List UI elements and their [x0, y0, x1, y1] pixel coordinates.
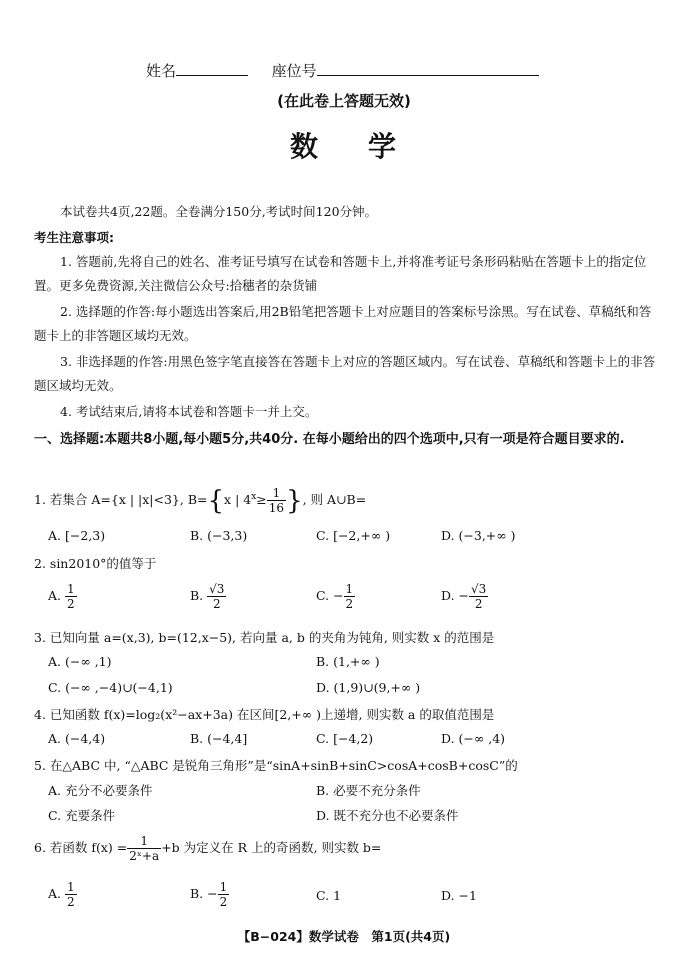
page-title: [0, 125, 688, 165]
q1-stem-b: , 则 A∪B=: [302, 492, 367, 507]
q4-option-d[interactable]: D. (−∞ ,4): [441, 731, 506, 746]
seat-blank[interactable]: [317, 61, 539, 76]
q5-option-a[interactable]: A. 充分不必要条件: [48, 783, 153, 798]
q1-set-inner: x | 4: [224, 492, 252, 507]
name-label: 姓名: [146, 62, 177, 80]
title-char-2: 学: [368, 130, 399, 163]
q4-option-b[interactable]: B. (−4,4]: [190, 731, 248, 746]
q1-set-sup: x: [251, 491, 257, 502]
name-blank[interactable]: [176, 61, 248, 76]
q5-option-d[interactable]: D. 既不充分也不必要条件: [316, 808, 459, 823]
q3-option-d[interactable]: D. (1,9)∪(9,+∞ ): [316, 680, 421, 695]
q3-option-a[interactable]: A. (−∞ ,1): [48, 654, 112, 669]
q6-option-a[interactable]: A. $\frac{1}{2}$: [48, 880, 75, 909]
q2-option-a[interactable]: A. $\frac{1}{2}$: [48, 582, 75, 611]
notes-heading: 考生注意事项:: [34, 230, 114, 245]
invalid-notice: (在此卷上答题无效): [277, 92, 411, 110]
q6-option-b[interactable]: B. − $\frac{1}{2}$: [190, 880, 228, 909]
q6-option-d[interactable]: D. −1: [441, 888, 477, 903]
q6-stem-a: 6. 若函数 f(x) =: [34, 840, 128, 855]
q1-set-rel: ≥: [256, 492, 267, 507]
question-3-stem: 3. 已知向量 a=(x,3), b=(12,x−5), 若向量 a, b 的夹角为钝角, 则实数 x 的范围是: [34, 630, 495, 645]
q1-option-b[interactable]: B. (−3,3): [190, 528, 248, 543]
note-1: 1. 答题前,先将自己的姓名、准考证号填写在试卷和答题卡上,并将准考证号条形码粘贴在答题卡上的指定位置。更多免费资源,关注微信公众号:拾穗者的杂货铺: [34, 254, 647, 293]
q2-option-b[interactable]: B. $\frac{√3}{2}$: [190, 582, 225, 611]
name-seat-line: [146, 60, 539, 81]
question-2-stem: 2. sin2010°的值等于: [34, 556, 157, 571]
title-char-1: 数: [289, 130, 320, 163]
q2-option-c[interactable]: C. − $\frac{1}{2}$: [316, 582, 354, 611]
q5-option-b[interactable]: B. 必要不充分条件: [316, 783, 421, 798]
page-footer: 【B−024】数学试卷 第1页(共4页): [237, 929, 451, 944]
note-4: 4. 考试结束后,请将本试卷和答题卡一并上交。: [60, 404, 318, 419]
q6-stem-b: +b 为定义在 R 上的奇函数, 则实数 b=: [161, 840, 382, 855]
q1-set-fraction: $\frac{1}{16}$: [268, 486, 285, 515]
q6-fraction: $\frac{1}{\text{2ˣ+a}}$: [129, 834, 160, 863]
q2-option-d[interactable]: D. − $\frac{√3}{2}$: [441, 582, 487, 611]
section-heading: 一、选择题:本题共8小题,每小题5分,共40分. 在每小题给出的四个选项中,只有一项是符合题目要求的.: [34, 432, 625, 447]
q1-option-a[interactable]: A. [−2,3): [48, 528, 106, 543]
q4-option-c[interactable]: C. [−4,2): [316, 731, 374, 746]
q1-option-d[interactable]: D. (−3,+∞ ): [441, 528, 516, 543]
question-1-stem: 1. 若集合 A={x | |x|<3}, B={x | $4^x\ge$ $\frac{1}{16}$ }, 则 A∪B=: [34, 485, 367, 516]
note-2: 2. 选择题的作答:每小题选出答案后,用2B铅笔把答题卡上对应题目的答案标号涂黑。写在试卷、草稿纸和答题卡上的非答题区域均无效。: [34, 304, 652, 343]
q4-option-a[interactable]: A. (−4,4): [48, 731, 106, 746]
intro-text: 本试卷共4页,22题。全卷满分150分,考试时间120分钟。: [60, 204, 378, 219]
seat-label: 座位号: [271, 62, 317, 80]
q3-option-b[interactable]: B. (1,+∞ ): [316, 654, 380, 669]
q1-stem-a: 1. 若集合 A={x | |x|<3}, B=: [34, 492, 208, 507]
q5-option-c[interactable]: C. 充要条件: [48, 808, 116, 823]
question-5-stem: 5. 在△ABC 中, “△ABC 是锐角三角形”是“sinA+sinB+sinC>cosA+cosB+cosC”的: [34, 758, 518, 773]
q3-option-c[interactable]: C. (−∞ ,−4)∪(−4,1): [48, 680, 173, 695]
q1-option-c[interactable]: C. [−2,+∞ ): [316, 528, 391, 543]
question-6-stem: [34, 834, 381, 863]
note-3: 3. 非选择题的作答:用黑色签字笔直接答在答题卡上对应的答题区域内。写在试卷、草稿纸和答题卡上的非答题区域均无效。: [34, 354, 656, 393]
question-4-stem: 4. 已知函数 f(x)=log₂(x²−ax+3a) 在区间[2,+∞ )上递增, 则实数 a 的取值范围是: [34, 707, 495, 722]
q6-option-c[interactable]: C. 1: [316, 888, 342, 903]
